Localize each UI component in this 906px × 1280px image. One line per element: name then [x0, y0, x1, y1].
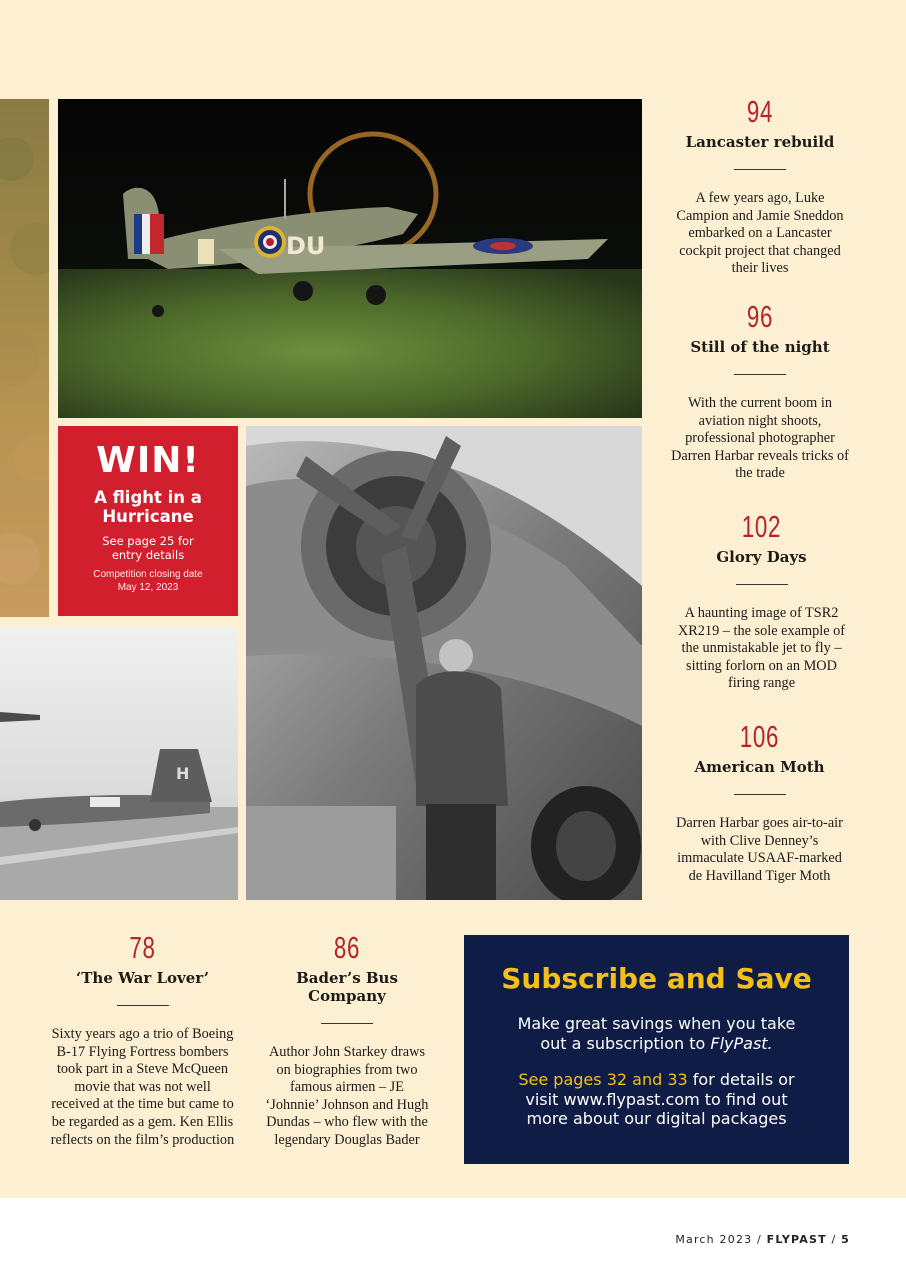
spitfire-night-photo — [58, 99, 642, 418]
win-see-page: See page 25 for entry details — [102, 534, 194, 562]
article-summary: A haunting image of TSR2 XR219 – the sole example of the unmistakable jet to fly – sitting forlorn on an MOD firing range — [677, 605, 846, 692]
divider — [734, 794, 786, 795]
article-page-number: 94 — [746, 94, 774, 129]
mcqueen-bomber-photo — [246, 426, 642, 900]
article-summary: Author John Starkey draws on biographies from two famous airmen – JE ‘Johnnie’ Johnson and Hugh Dundas – who flew with the legendary Douglas Bader — [265, 1044, 429, 1148]
meteor-airfield-photo — [0, 627, 238, 900]
article-summary: Darren Harbar goes air-to-air with Clive Denney’s immaculate USAAF-marked de Havilland Tiger Moth — [676, 815, 843, 884]
article-86[interactable] — [262, 931, 432, 1150]
article-102[interactable] — [670, 510, 853, 693]
subscribe-pages-link[interactable]: See pages 32 and 33 — [518, 1070, 688, 1089]
footer-separator: / — [757, 1233, 762, 1246]
article-106[interactable] — [672, 720, 847, 885]
article-title: Still of the night — [690, 338, 830, 356]
article-summary: With the current boom in aviation night shoots, professional photographer Darren Harbar reveals tricks of the trade — [671, 395, 849, 482]
footer-separator: / — [831, 1233, 837, 1246]
win-prize: A flight in a Hurricane — [94, 488, 202, 526]
article-summary: A few years ago, Luke Campion and Jamie Sneddon embarked on a Lancaster cockpit project that changed their lives — [676, 190, 844, 277]
spitfire-code-letters: DU — [286, 232, 326, 260]
article-96[interactable] — [670, 300, 850, 483]
divider — [734, 169, 786, 170]
footer-magazine: FLYPAST — [766, 1233, 827, 1246]
article-title: American Moth — [694, 758, 825, 776]
subscribe-box[interactable] — [464, 935, 849, 1164]
article-title: Bader’s Bus Company — [296, 969, 398, 1005]
footer-date: March 2023 — [675, 1233, 753, 1246]
article-page-number: 78 — [129, 930, 156, 965]
subscribe-savings-line: Make great savings when you take out a subscription to — [517, 1014, 796, 1053]
subscribe-details-line: for details or visit www.flypast.com to find out more about our digital packages — [525, 1070, 795, 1128]
subscribe-headline: Subscribe and Save — [501, 962, 812, 995]
meteor-code-letter: H — [176, 764, 190, 783]
article-page-number: 86 — [333, 930, 361, 965]
magazine-name: FlyPast. — [710, 1033, 773, 1053]
page-footer — [675, 1233, 850, 1246]
article-page-number: 106 — [739, 719, 780, 754]
article-page-number: 96 — [746, 299, 774, 334]
divider — [117, 1005, 169, 1006]
article-94[interactable] — [670, 95, 850, 278]
subscribe-details-text — [464, 1070, 849, 1129]
article-summary: Sixty years ago a trio of Boeing B-17 Flying Fortress bombers took part in a Steve McQueen movie that was not well received at the time but came to be regarded as a gem. Ken Ellis reflects on the film’s production — [50, 1026, 235, 1148]
footer-page-number: 5 — [841, 1233, 850, 1246]
win-headline: WIN! — [96, 440, 200, 481]
win-closing-date: Competition closing date May 12, 2023 — [93, 569, 203, 593]
edge-photo-trees — [0, 99, 49, 617]
article-page-number: 102 — [741, 509, 782, 544]
article-title: Lancaster rebuild — [685, 133, 835, 151]
divider — [321, 1023, 373, 1024]
article-title: ‘The War Lover’ — [76, 969, 209, 987]
divider — [734, 374, 786, 375]
competition-box[interactable] — [58, 426, 238, 616]
article-78[interactable] — [50, 931, 235, 1149]
divider — [736, 584, 788, 585]
article-title: Glory Days — [716, 548, 807, 566]
subscribe-savings-text — [464, 1014, 849, 1053]
